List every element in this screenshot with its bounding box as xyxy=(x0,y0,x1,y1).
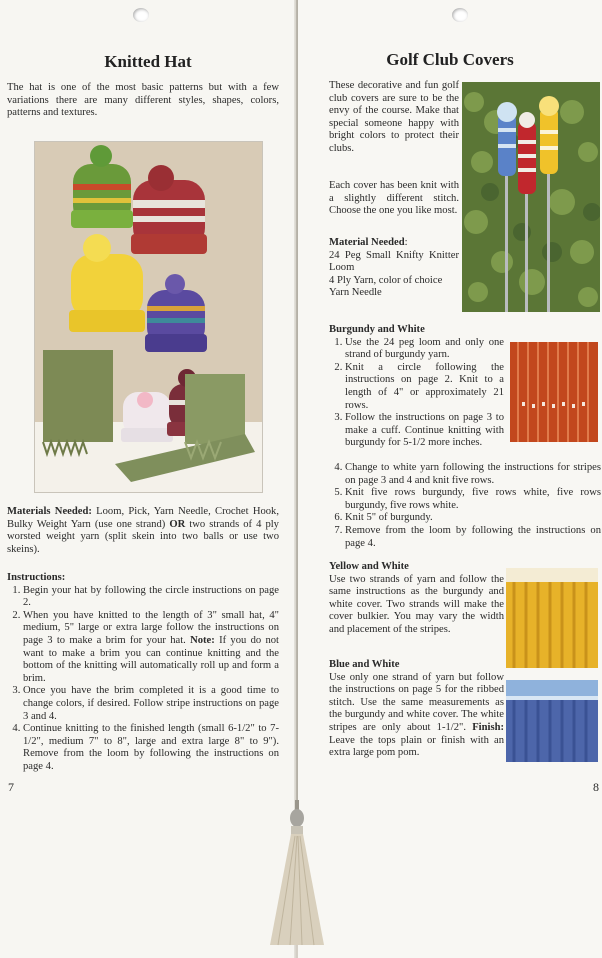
materials-block: Material Needed: 24 Peg Small Knifty Knitter Loom 4 Ply Yarn, color of choice Yarn Needle xyxy=(329,237,459,299)
page-number: 8 xyxy=(593,780,599,794)
blue-text-body: Use only one strand of yarn but follow the instructions on page 5 for the ribbed stitch. Use the same measurements as the burgundy and white cover. The white stripes are only about 1-1/2". xyxy=(329,671,504,733)
list-item: 1. Use the 24 peg loom and only one strand of burgundy yarn. xyxy=(345,337,504,362)
list-item: 3. Follow the instructions on page 3 to make a cuff. Continue knitting with burgundy for 5-1/2 more inches. xyxy=(345,412,504,450)
section-heading: Blue and White xyxy=(329,659,400,670)
materials-label: Materials Needed: xyxy=(7,506,92,517)
list-item: 3. Once you have the brim completed it is a good time to change colors, if desired. Follow stripe instructions on page 3 and 4. xyxy=(23,685,279,723)
materials-or: OR xyxy=(169,518,186,530)
finish-text: Leave the tops plain or finish with an extra large pom pom. xyxy=(329,734,504,759)
intro-text: The hat is one of the most basic patterns but with a few variations there are many different styles, shapes, colors, patterns and textures. xyxy=(7,82,279,119)
blue-section xyxy=(329,659,504,760)
page-title: Golf Club Covers xyxy=(386,50,514,69)
burgundy-swatch-photo xyxy=(510,342,598,442)
tassel-ornament xyxy=(262,800,332,950)
finish-label: Finish: xyxy=(472,721,504,733)
list-item: 2. Knit a circle following the instructions on page 2. Knit to a length of 4" or approximately 21 rows. xyxy=(345,362,504,412)
yellow-section xyxy=(329,561,504,637)
page-number: 7 xyxy=(8,780,14,794)
section-heading: Burgundy and White xyxy=(329,324,425,335)
instructions-list xyxy=(7,585,279,774)
materials-part-b: two strands of 4 ply worsted weight yarn (split skein into two balls or use two skeins). xyxy=(7,518,279,555)
list-item xyxy=(23,610,279,686)
list-item: 4. Change to white yarn following the instructions for stripes on page 3 and 4 and knit five rows. xyxy=(345,462,601,487)
yellow-swatch-photo xyxy=(506,568,598,668)
blue-text xyxy=(329,672,504,760)
burgundy-steps xyxy=(329,337,504,450)
golf-covers-photo xyxy=(462,82,600,312)
binding-hole xyxy=(452,8,468,22)
list-item: 5. Knit five rows burgundy, five rows white, five rows burgundy, five rows white. xyxy=(345,487,601,512)
note-text: If you do not want to make a brim you can continue knitting and the bottom of the knitting will automatically roll up and form a brim. xyxy=(23,634,279,684)
list-item: 7. Remove from the loom by following the instructions on page 4. xyxy=(345,525,601,550)
left-page xyxy=(0,0,296,958)
yellow-text: Use two strands of yarn and follow the same instructions as the burgundy and white cover. Two strands will make the cover bulkier. You may vary the width and placement of the stripes. xyxy=(329,573,504,635)
list-item: 4. Continue knitting to the finished length (small 6-1/2" to 7-1/2", medium 7" to 8", large and extra large 8" to 9"). Remove from the loom by following the instructions on page 4. xyxy=(23,723,279,773)
section-heading: Yellow and White xyxy=(329,561,409,572)
materials-text xyxy=(7,506,279,556)
note-label: Note: xyxy=(190,634,215,646)
list-item: 6. Knit 5" of burgundy. xyxy=(345,512,601,525)
right-page xyxy=(298,0,602,958)
burgundy-section xyxy=(329,324,504,450)
list-item: Yarn Needle xyxy=(329,287,382,299)
binding-hole xyxy=(133,8,149,22)
hats-photo xyxy=(34,141,263,493)
instructions-label: Instructions: xyxy=(7,572,66,583)
list-item: 4 Ply Yarn, color of choice xyxy=(329,274,443,286)
burgundy-steps-cont xyxy=(329,462,601,550)
page-title: Knitted Hat xyxy=(104,52,192,71)
step-text: When you have knitted to the length of 3" small hat, 4" medium, 5" large or extra large follow the instructions on page 3 to make a brim for your hat. xyxy=(23,609,279,646)
list-item: 1. Begin your hat by following the circle instructions on page 2. xyxy=(23,585,279,610)
burgundy-section-cont xyxy=(329,462,601,550)
intro-text: These decorative and fun golf club covers are sure to be the envy of the course. Make that special someone happy with bright colors to protect their clubs. xyxy=(329,80,459,154)
list-item: 24 Peg Small Knifty Knitter Loom xyxy=(329,249,459,274)
materials-part-a: Loom, Pick, Yarn Needle, Crochet Hook, Bulky Weight Yarn (use one strand) xyxy=(7,506,280,530)
blue-swatch-photo xyxy=(506,680,598,762)
material-label: Material Needed xyxy=(329,237,405,248)
instructions-block xyxy=(7,572,279,774)
intro-text-2: Each cover has been knit with a slightly different stitch. Choose the one you like most. xyxy=(329,180,459,217)
